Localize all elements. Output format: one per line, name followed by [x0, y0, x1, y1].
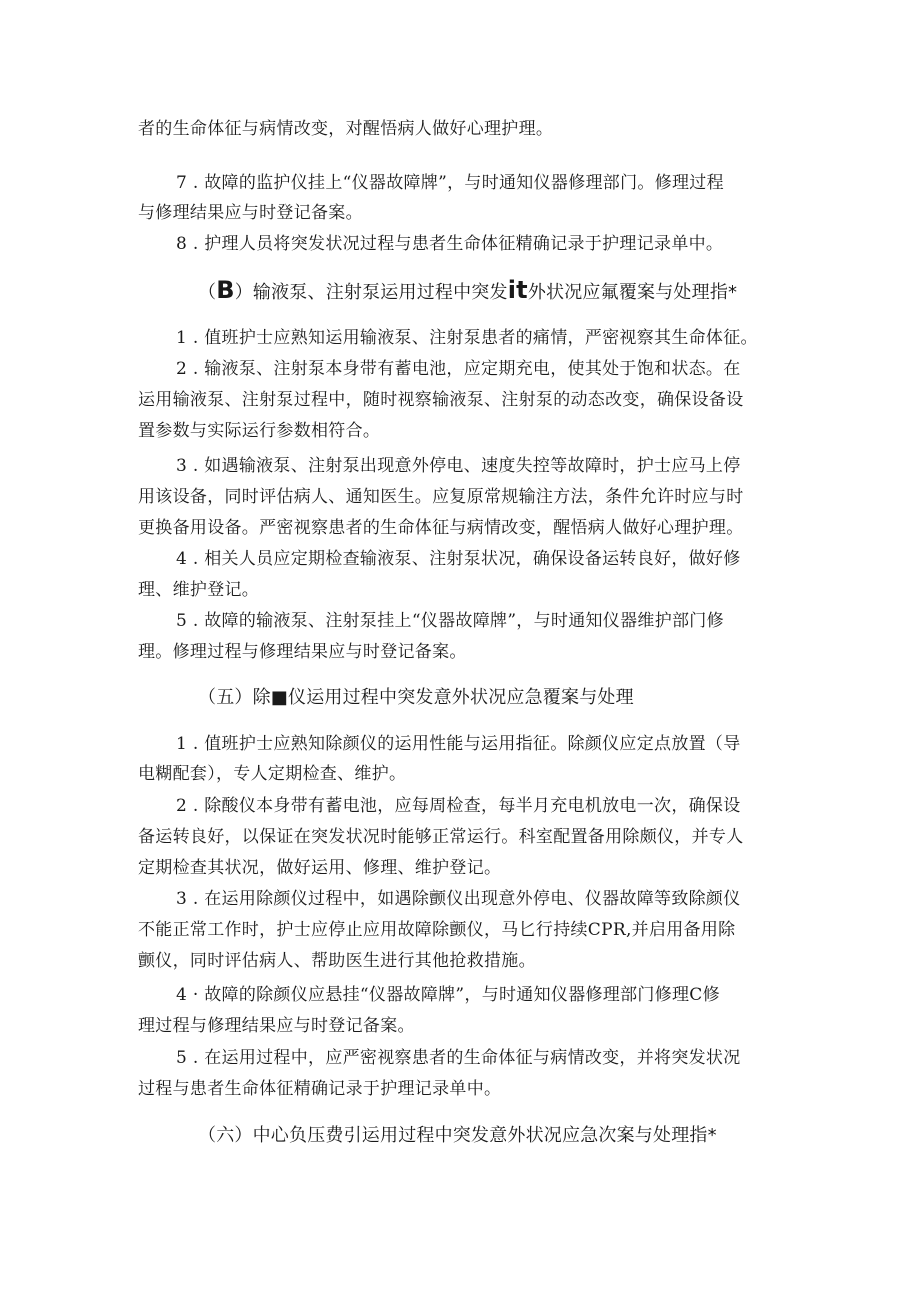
paragraph-line: 用该设备，同时评估病人、通知医生。应复原常规输注方法，条件允许时应与时 — [138, 487, 744, 507]
paragraph-line: 与修理结果应与时登记备案。 — [138, 203, 363, 223]
paragraph-line: 者的生命体征与病情改变，对醒悟病人做好心理护理。 — [138, 119, 554, 139]
paragraph-line: 5 . 故障的输液泵、注射泵挂上“仪器故障牌”，与时通知仪器维护部门修 — [176, 611, 724, 631]
paragraph-line: 2 . 除酸仪本身带有蓄电池，应每周检查，每半月充电机放电一次，确保设 — [176, 796, 741, 816]
paragraph-line: 3 . 在运用除颜仪过程中，如遇除颤仪出现意外停电、仪器故障等致除颜仪 — [176, 889, 741, 909]
section-heading-b: （B）输液泵、注射泵运用过程中突发it外状况应氟覆案与处理指* — [198, 276, 738, 304]
paragraph-line: 5 . 在运用过程中，应严密视察患者的生命体征与病情改变，并将突发状况 — [176, 1048, 741, 1068]
paragraph-line: 定期检查其状况，做好运用、修理、维护登记。 — [138, 858, 502, 878]
paragraph-line: 理过程与修理结果应与时登记备案。 — [138, 1016, 415, 1036]
paragraph-line: 8 . 护理人员将突发状况过程与患者生命体征精确记录于护理记录单中。 — [176, 234, 724, 254]
paragraph-line: 置参数与实际运行参数相符合。 — [138, 421, 381, 441]
section-heading-five: （五）除■仪运用过程中突发意外状况应急覆案与处理 — [198, 687, 634, 708]
paragraph-line: 电糊配套），专人定期检查、维护。 — [138, 764, 407, 784]
paragraph-line: 更换备用设备。严密视察患者的生命体征与病情改变，醒悟病人做好心理护理。 — [138, 518, 744, 538]
paragraph-line: 1 . 值班护士应熟知除颜仪的运用性能与运用指征。除颜仪应定点放置（导 — [176, 734, 741, 754]
paragraph-line: 颤仪，同时评估病人、帮助医生进行其他抢救措施。 — [138, 951, 536, 971]
paragraph-line: 3 . 如遇输液泵、注射泵出现意外停电、速度失控等故障时，护士应马上停 — [176, 456, 741, 476]
paragraph-line: 理、维护登记。 — [138, 580, 260, 600]
paragraph-line: 4 · 故障的除颜仪应悬挂“仪器故障牌”，与时通知仪器修理部门修理C修 — [176, 985, 720, 1005]
paragraph-line: 过程与患者生命体征精确记录于护理记录单中。 — [138, 1079, 502, 1099]
paragraph-line: 4 . 相关人员应定期检查输液泵、注射泵状况，确保设备运转良好，做好修 — [176, 549, 741, 569]
section-heading-six: （六）中心负压费引运用过程中突发意外状况应急次案与处理指* — [198, 1125, 717, 1146]
paragraph-line: 7 . 故障的监护仪挂上“仪器故障牌”，与时通知仪器修理部门。修理过程 — [176, 173, 724, 193]
paragraph-line: 理。修理过程与修理结果应与时登记备案。 — [138, 642, 467, 662]
paragraph-line: 不能正常工作时，护士应停止应用故障除颤仪，马匕行持续CPR,并启用备用除 — [138, 920, 736, 940]
paragraph-line: 2 . 输液泵、注射泵本身带有蓄电池，应定期充电，使其处于饱和状态。在 — [176, 359, 741, 379]
paragraph-line: 运用输液泵、注射泵过程中，随时视察输液泵、注射泵的动态改变，确保设备设 — [138, 390, 744, 410]
paragraph-line: 1 . 值班护士应熟知运用输液泵、注射泵患者的痛情，严密视察其生命体征。 — [176, 328, 758, 348]
paragraph-line: 备运转良好，以保证在突发状况时能够正常运行。科室配置备用除颇仪，并专人 — [138, 827, 744, 847]
